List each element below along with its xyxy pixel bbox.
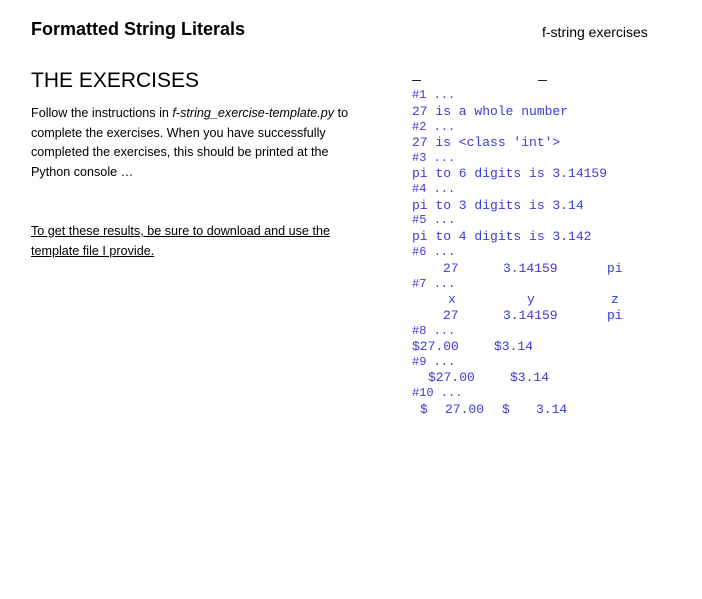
exercise-marker: #7 ... — [412, 277, 456, 291]
download-note — [31, 222, 330, 261]
console-cell: z — [611, 292, 619, 307]
console-cell: $27.00 — [428, 370, 475, 385]
instructions-line-3: completed the exercises, this should be printed at the — [31, 145, 329, 160]
console-cell: 3.14159 — [503, 261, 558, 276]
instructions-text: Follow the instructions in — [31, 106, 173, 120]
exercise-marker: #9 ... — [412, 355, 456, 369]
exercise-marker: #2 ... — [412, 120, 456, 134]
console-top-rule — [412, 80, 421, 81]
instructions-text: to — [334, 106, 349, 120]
template-filename: f-string_exercise-template.py — [172, 106, 335, 120]
download-note-line-2: template file I provide. — [31, 243, 155, 258]
console-cell: 3.14 — [536, 402, 568, 417]
instructions-line-1 — [31, 104, 381, 124]
download-note-line-1: To get these results, be sure to download and use the — [31, 224, 330, 238]
console-line: pi to 6 digits is 3.14159 — [412, 166, 608, 181]
exercise-marker: #3 ... — [412, 151, 456, 165]
console-cell: $27.00 — [412, 339, 459, 354]
page-title: Formatted String Literals — [31, 19, 246, 39]
instructions-line-2: complete the exercises. When you have successfully — [31, 125, 326, 140]
console-cell: pi — [607, 261, 623, 276]
console-cell: pi — [607, 308, 623, 323]
console-line: pi to 3 digits is 3.14 — [412, 198, 584, 213]
console-cell: 3.14159 — [503, 308, 558, 323]
console-line: 27 is a whole number — [412, 104, 569, 119]
console-cell: $ — [502, 402, 510, 417]
instructions-line-4: Python console … — [31, 165, 134, 180]
console-cell: $3.14 — [510, 370, 550, 385]
console-cell: y — [527, 292, 535, 307]
exercise-marker: #5 ... — [412, 213, 456, 227]
console-line: pi to 4 digits is 3.142 — [412, 229, 592, 244]
console-cell: 27 — [443, 308, 459, 323]
exercise-marker: #6 ... — [412, 245, 456, 259]
exercise-marker: #1 ... — [412, 88, 456, 102]
header-label: f-string exercises — [542, 24, 648, 40]
console-cell: $3.14 — [494, 339, 534, 354]
section-heading: THE EXERCISES — [31, 69, 200, 92]
console-cell: x — [448, 292, 456, 307]
console-cell: $ — [420, 402, 428, 417]
exercise-marker: #8 ... — [412, 324, 456, 338]
console-line: 27 is <class 'int'> — [412, 135, 561, 150]
exercise-marker: #10 ... — [412, 386, 463, 400]
instructions-paragraph — [31, 104, 381, 183]
console-top-rule — [538, 80, 547, 81]
console-cell: 27 — [443, 261, 459, 276]
exercise-marker: #4 ... — [412, 182, 456, 196]
console-cell: 27.00 — [445, 402, 485, 417]
